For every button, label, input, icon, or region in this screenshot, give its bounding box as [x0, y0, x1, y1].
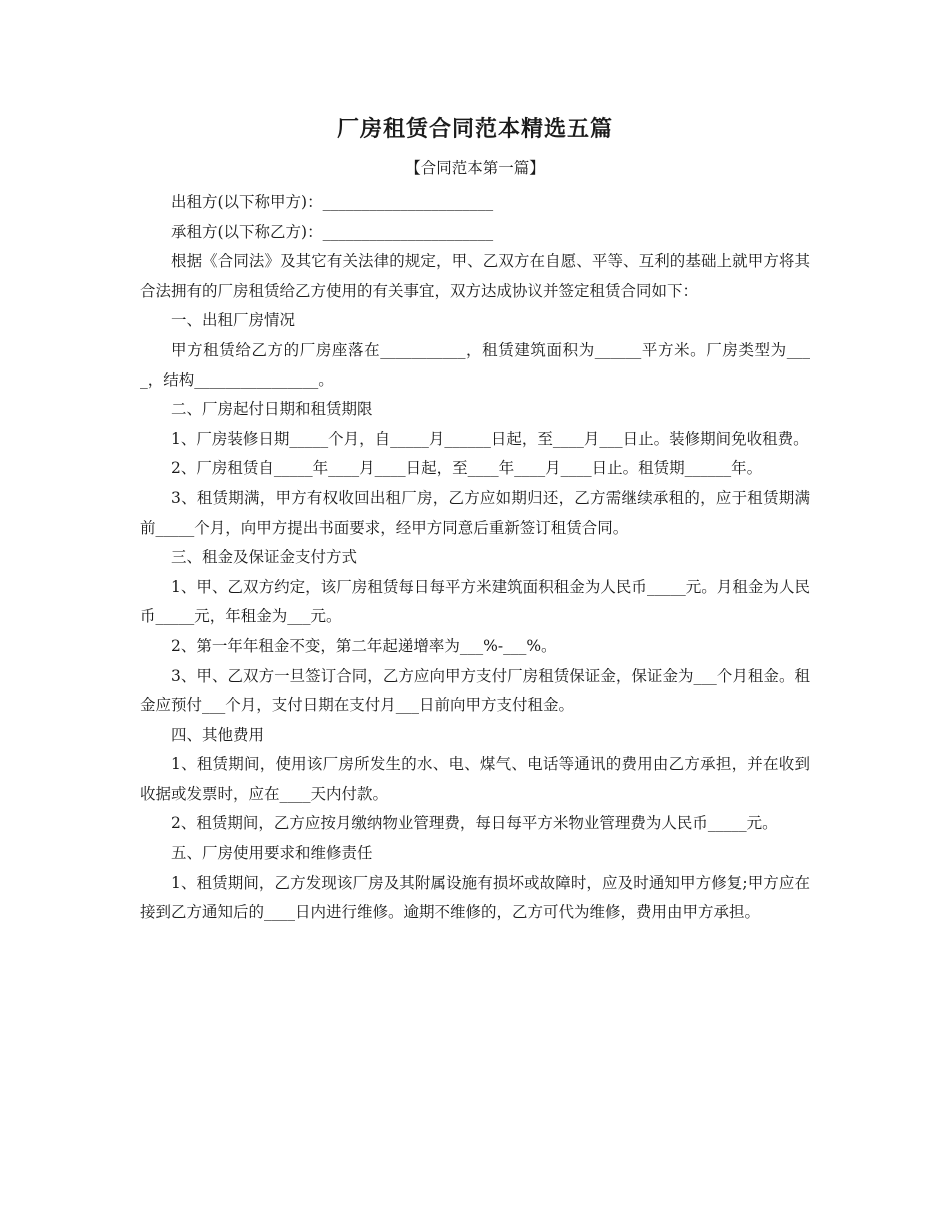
clause-4-2-paragraph: 2、租赁期间，乙方应按月缴纳物业管理费，每日每平方米物业管理费为人民币_____元。	[171, 814, 778, 833]
clause-2-3-paragraph: 3、租赁期满，甲方有权收回出租厂房，乙方应如期归还，乙方需继续承租的，应于租赁期满前_____个月，向甲方提出书面要求，经甲方同意后重新签订租赁合同。	[140, 488, 810, 537]
clause-1-paragraph: 甲方租赁给乙方的厂房座落在___________，租赁建筑面积为______平方米。厂房类型为____，结构________________。	[140, 340, 810, 389]
document-title: 厂房租赁合同范本精选五篇	[336, 116, 613, 142]
clause-5-1-paragraph: 1、租赁期间，乙方发现该厂房及其附属设施有损坏或故障时，应及时通知甲方修复;甲方应在接到乙方通知后的____日内进行维修。逾期不维修的，乙方可代为维修，费用由甲方承担。	[140, 873, 810, 922]
document-subtitle: 【合同范本第一篇】	[405, 159, 545, 177]
clause-3-3-paragraph: 3、甲、乙双方一旦签订合同，乙方应向甲方支付厂房租赁保证金，保证金为___个月租金。租金应预付___个月，支付日期在支付月___日前向甲方支付租金。	[140, 666, 810, 715]
lessor-line: 出租方(以下称甲方)：______________________	[171, 193, 494, 211]
section-heading-4: 四、其他费用	[171, 725, 265, 744]
clause-4-1-paragraph: 1、租赁期间，使用该厂房所发生的水、电、煤气、电话等通讯的费用由乙方承担，并在收到收据或发票时，应在____天内付款。	[140, 755, 810, 803]
clause-2-1-paragraph: 1、厂房装修日期_____个月，自_____月______日起，至____月___日止。装修期间免收租费。	[171, 429, 809, 448]
section-heading-2: 二、厂房起付日期和租赁期限	[171, 400, 373, 419]
lessee-line: 承租方(以下称乙方)：______________________	[171, 222, 494, 241]
section-heading-5: 五、厂房使用要求和维修责任	[171, 844, 373, 863]
clause-3-2-paragraph: 2、第一年年租金不变，第二年起递增率为___%-___%。	[171, 636, 557, 655]
clause-3-1-paragraph: 1、甲、乙双方约定，该厂房租赁每日每平方米建筑面积租金为人民币_____元。月租金为人民币_____元，年租金为___元。	[140, 577, 810, 626]
clause-2-2-paragraph: 2、厂房租赁自_____年____月____日起，至____年____月____日止。租赁期______年。	[171, 459, 763, 478]
section-heading-3: 三、租金及保证金支付方式	[171, 548, 358, 567]
section-heading-1: 一、出租厂房情况	[171, 311, 296, 330]
preamble-paragraph: 根据《合同法》及其它有关法律的规定，甲、乙双方在自愿、平等、互利的基础上就甲方将其合法拥有的厂房租赁给乙方使用的有关事宜，双方达成协议并签定租赁合同如下：	[140, 252, 810, 300]
